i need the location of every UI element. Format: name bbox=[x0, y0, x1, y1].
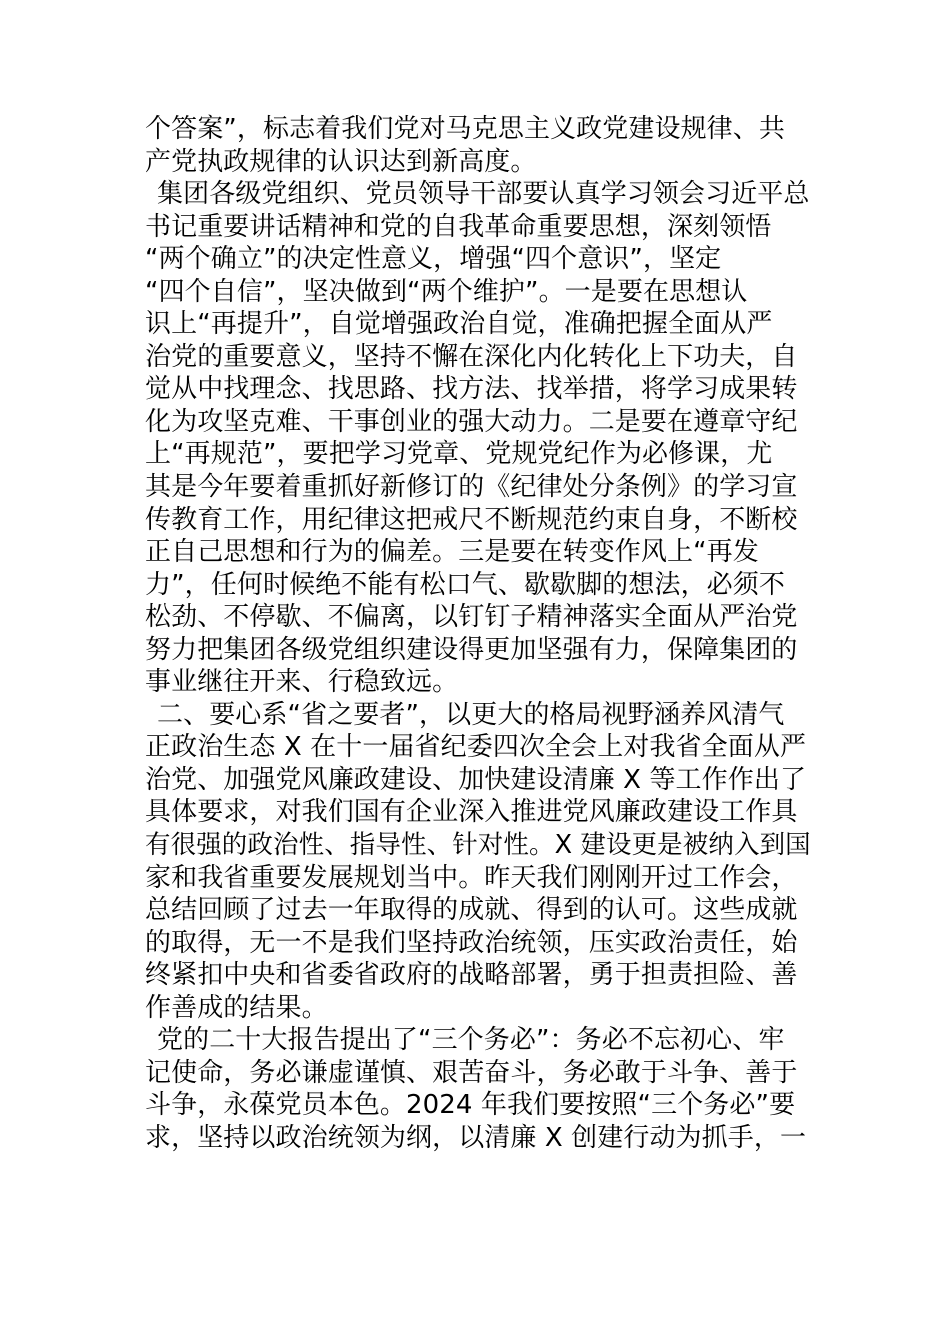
text-line: 家和我省重要发展规划当中。昨天我们刚刚开过工作会， bbox=[145, 862, 798, 893]
text-line: 力”，任何时候绝不能有松口气、歇歇脚的想法，必须不 bbox=[145, 569, 785, 600]
text-line: 有很强的政治性、指导性、针对性。X 建设更是被纳入到国 bbox=[145, 830, 811, 861]
text-line: 识上“再提升”，自觉增强政治自觉，准确把握全面从严 bbox=[145, 309, 773, 340]
text-line: 正自己思想和行为的偏差。三是要在转变作风上“再发 bbox=[145, 537, 759, 568]
text-line: 具体要求，对我们国有企业深入推进党风廉政建设工作具 bbox=[145, 797, 798, 828]
text-line: 作善成的结果。 bbox=[145, 992, 328, 1023]
text-line: 的取得，无一不是我们坚持政治统领，压实政治责任，始 bbox=[145, 927, 798, 958]
text-line: 其是今年要着重抓好新修订的《纪律处分条例》的学习宣 bbox=[145, 472, 798, 503]
text-line: 松劲、不停歇、不偏离，以钉钉子精神落实全面从严治党 bbox=[145, 602, 798, 633]
paragraph-start-line: 集团各级党组织、党员领导干部要认真学习领会习近平总 bbox=[157, 179, 810, 210]
text-line: 事业继往开来、行稳致远。 bbox=[145, 667, 459, 698]
body-text bbox=[145, 113, 810, 1155]
text-line: 上“再规范”，要把学习党章、党规党纪作为必修课，尤 bbox=[145, 439, 773, 470]
text-line: 正政治生态 X 在十一届省纪委四次全会上对我省全面从严 bbox=[145, 732, 807, 763]
text-line: 化为攻坚克难、干事创业的强大动力。二是要在遵章守纪 bbox=[145, 406, 798, 437]
text-line: 书记重要讲话精神和党的自我革命重要思想，深刻领悟 bbox=[145, 211, 772, 242]
text-line: 传教育工作，用纪律这把戒尺不断规范约束自身，不断校 bbox=[145, 504, 798, 535]
text-line: “两个确立”的决定性意义，增强“四个意识”，坚定 bbox=[145, 244, 722, 275]
text-line: 治党、加强党风廉政建设、加快建设清廉 X 等工作作出了 bbox=[145, 764, 807, 795]
text-line: 记使命，务必谦虚谨慎、艰苦奋斗，务必敢于斗争、善于 bbox=[145, 1057, 798, 1088]
text-line: 觉从中找理念、找思路、找方法、找举措，将学习成果转 bbox=[145, 374, 798, 405]
text-line: 求，坚持以政治统领为纲，以清廉 X 创建行动为抓手，一 bbox=[145, 1122, 807, 1153]
paragraph-start-line: 党的二十大报告提出了“三个务必”：务必不忘初心、牢 bbox=[157, 1025, 785, 1056]
text-line: 个答案”，标志着我们党对马克思主义政党建设规律、共 bbox=[145, 114, 785, 144]
text-line: “四个自信”，坚决做到“两个维护”。一是要在思想认 bbox=[145, 276, 748, 307]
text-line: 终紧扣中央和省委省政府的战略部署，勇于担责担险、善 bbox=[145, 960, 798, 991]
text-line: 斗争，永葆党员本色。2024 年我们要按照“三个务必”要 bbox=[145, 1090, 796, 1121]
text-line: 总结回顾了过去一年取得的成就、得到的认可。这些成就 bbox=[145, 895, 798, 926]
text-line: 产党执政规律的认识达到新高度。 bbox=[145, 146, 537, 177]
text-line: 治党的重要意义，坚持不懈在深化内化转化上下功夫，自 bbox=[145, 341, 798, 372]
text-line: 努力把集团各级党组织建设得更加坚强有力，保障集团的 bbox=[145, 634, 798, 665]
section-heading-line: 二、要心系“省之要者”，以更大的格局视野涵养风清气 bbox=[157, 699, 785, 730]
